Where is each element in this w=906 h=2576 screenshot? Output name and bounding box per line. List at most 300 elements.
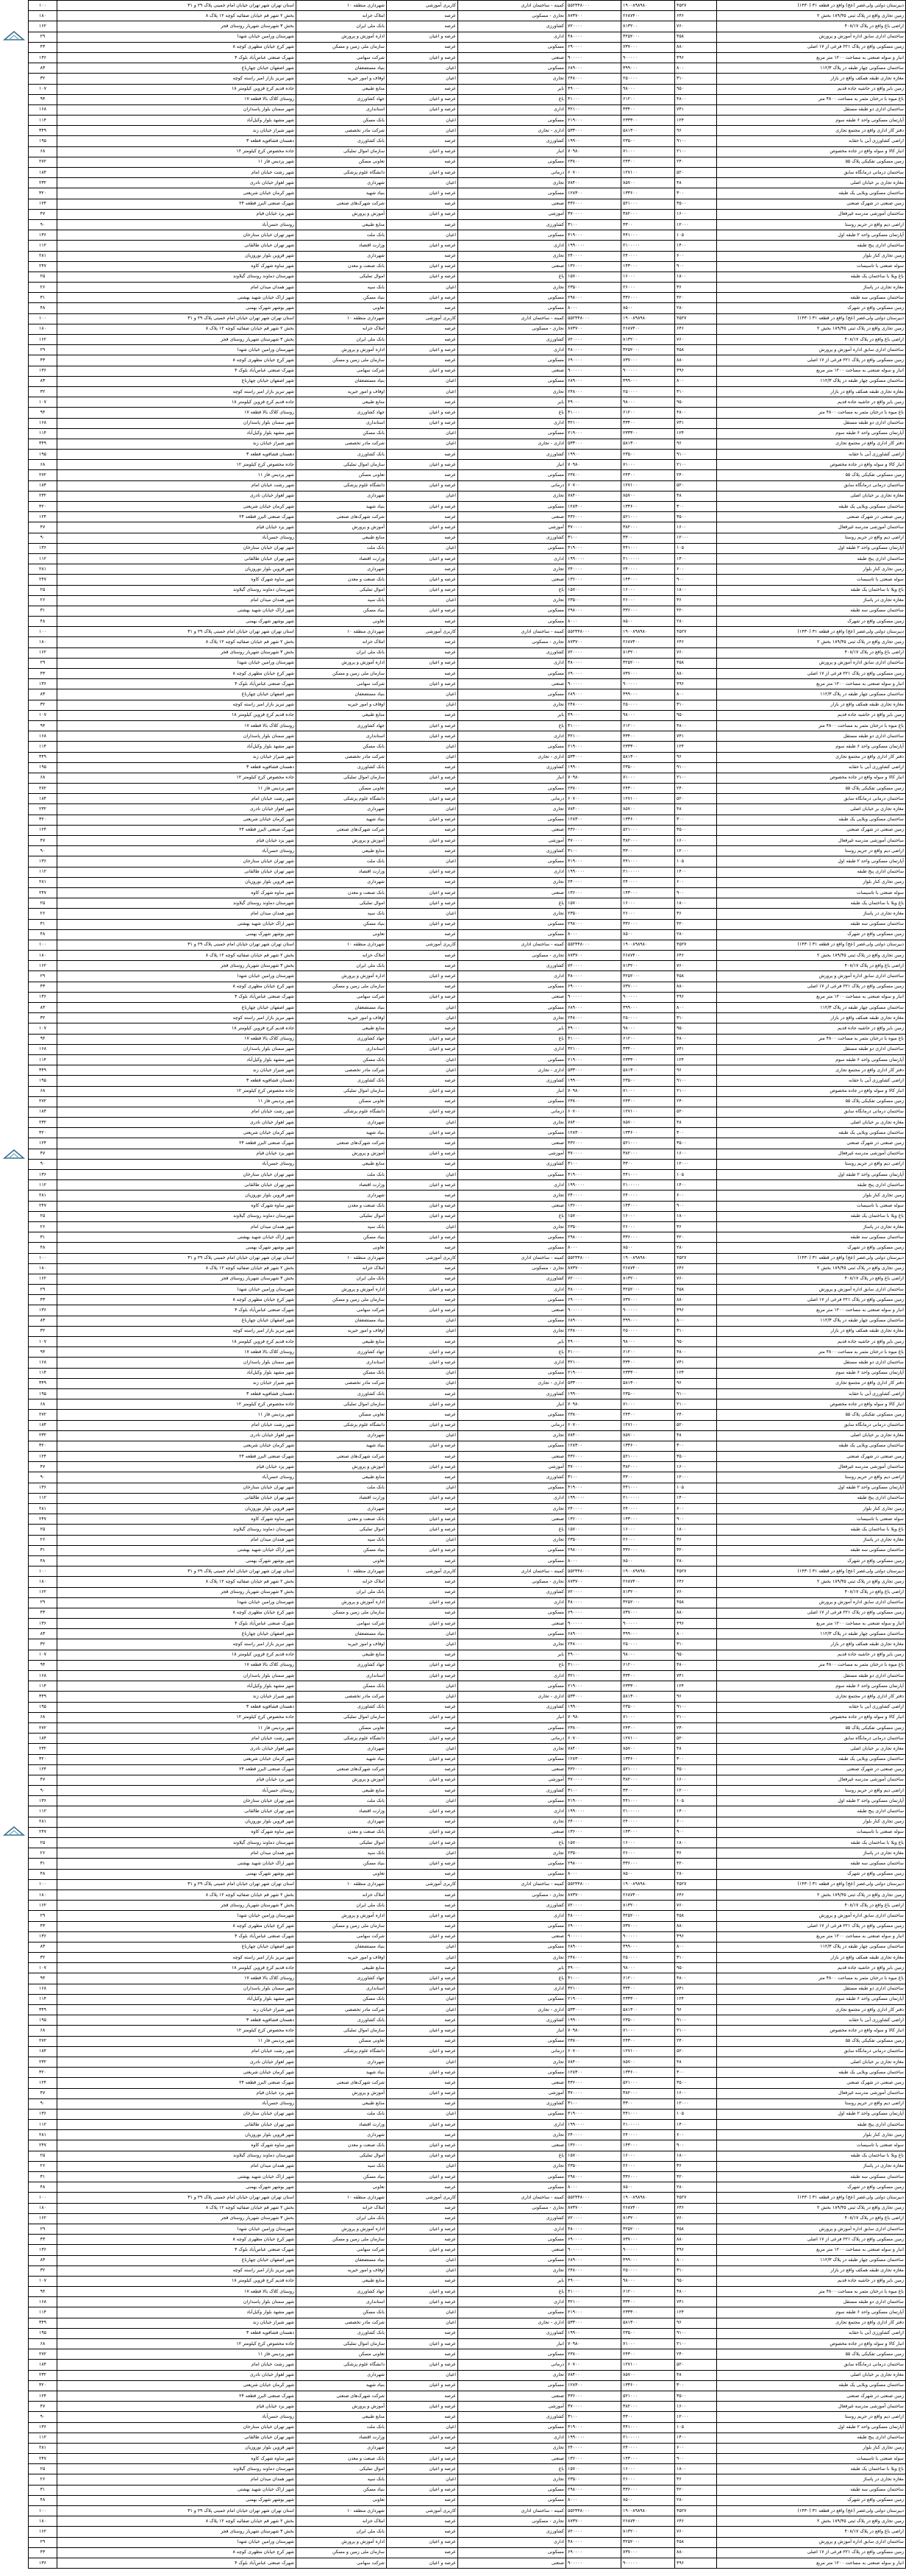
row-value: ۵۲۱۰۰۰ [621, 2078, 675, 2088]
row-title: زمین مسکونی واقع در پلاک ۲۲۱ فرعی از ۱۷ اصلی [717, 355, 906, 366]
row-base-value: ۶۸۹۰۰۰ [566, 1629, 621, 1639]
row-area: ۷۴۱ [675, 418, 717, 428]
row-usage: تجاری [458, 1535, 566, 1545]
row-address: شهر بوشهر شهرک بهمنی [57, 2495, 296, 2505]
row-value: ۳۳۶۰۰۰ [621, 2172, 675, 2182]
table-row [29, 595, 906, 606]
row-base-value: ۷۸۴۰۰ [566, 491, 621, 501]
row-title: ساختمان آموزشی مدرسه غیرفعال [717, 209, 906, 219]
table-row [29, 2412, 906, 2422]
row-owner: بنیاد شهید [296, 502, 387, 512]
row-owner: شرکت سهامی [296, 992, 387, 1002]
row-title: زمین مسکونی تفکیکی پلاک ۵۵ [717, 2036, 906, 2046]
row-title: انبار کالا و سوله واقع در جاده مخصوص [717, 2026, 906, 2036]
row-address: شهر قزوین بلوار نوروزیان [57, 877, 296, 887]
row-area: ۱۰۵ [675, 1170, 717, 1180]
row-value: ۱۳۳۶۰۰ [621, 502, 675, 512]
row-usage: مسکونی [458, 1681, 566, 1692]
row-usage: صنعتی [458, 1764, 566, 1775]
row-code: ۱۰۷ [29, 1023, 57, 1034]
row-usage: آموزشی [458, 2402, 566, 2412]
table-row [29, 94, 906, 104]
row-type: اعیان [387, 1848, 458, 1859]
row-title: دفتر کار اداری واقع در مجتمع تجاری [717, 2318, 906, 2328]
row-owner: تعاونی مسکن [296, 2349, 387, 2360]
row-base-value: ۶۰۷۰۰ [566, 2046, 621, 2057]
row-usage: انبار [458, 2026, 566, 2036]
row-type: عرصه و اعیان [387, 2297, 458, 2307]
row-code: ۱۳۶ [29, 2422, 57, 2433]
row-title: زمین مسکونی تفکیکی پلاک ۵۵ [717, 1722, 906, 1733]
row-base-value: ۳۷۰۰۰۰ [566, 209, 621, 219]
row-area: ۱۶۰۰ [675, 2402, 717, 2412]
row-address: شهر کرمان خیابان شریعتی [57, 1754, 296, 1764]
row-value: ۲۴۰۰۰۰ [621, 1504, 675, 1514]
row-owner: دانشگاه علوم پزشکی [296, 2046, 387, 2057]
row-value: ۳۸۲۰۰۰ [621, 522, 675, 533]
row-area: ۴۵۸ [675, 32, 717, 42]
row-type: عرصه [387, 470, 458, 480]
row-value: ۱۲۷۱۰۰ [621, 1107, 675, 1117]
row-area: ۱۲۰۰۰ [675, 2412, 717, 2422]
row-code: ۱۰۷ [29, 397, 57, 408]
row-title: زمین تجاری کنار بلوار [717, 1817, 906, 1827]
row-base-value: ۴۹۰۰۰ [566, 2276, 621, 2286]
row-usage: تجاری [458, 251, 566, 261]
row-value: ۸۵۷۰۰ [621, 1430, 675, 1441]
row-type: عرصه و اعیان [387, 2140, 458, 2151]
row-usage: باغ [458, 2151, 566, 2161]
row-type: عرصه و اعیان [387, 720, 458, 731]
row-title: اراضی باغ واقع در پلاک ۴۰۸/۱۷ [717, 1274, 906, 1284]
table-row [29, 2235, 906, 2245]
row-address: شهر اهواز خیابان نادری [57, 804, 296, 815]
row-base-value: ۱۹۹۰۰۰۰ [566, 1493, 621, 1503]
row-base-value: ۱۲۸۳۰۰ [566, 2068, 621, 2078]
row-owner: بانک ملی ایران [296, 2527, 387, 2537]
row-title: زمین مسکونی تفکیکی پلاک ۵۵ [717, 784, 906, 794]
row-usage: صنعتی [458, 1514, 566, 1525]
row-owner: شرکت شهرک‌های صنعتی [296, 512, 387, 522]
table-row [29, 2422, 906, 2433]
row-base-value: ۲۱۹۰۰۰ [566, 428, 621, 439]
row-area: ۱۲۴ [675, 116, 717, 126]
row-value: ۱۳۳۶۰۰ [621, 1441, 675, 1451]
row-address: شهر یزد خیابان قیام [57, 1149, 296, 1159]
row-area: ۲۸۰ [675, 2495, 717, 2505]
row-title: اراضی کشاورزی آبی با حقابه [717, 450, 906, 460]
row-base-value: ۴۹۰۰۰ [566, 84, 621, 94]
row-value: ۵۲۱۰۰۰ [621, 825, 675, 835]
row-area: ۴۵۸ [675, 1285, 717, 1295]
row-title: ساختمان مسکونی ویلایی یک طبقه [717, 2380, 906, 2391]
row-owner: شرکت شهرک‌های صنعتی [296, 825, 387, 835]
row-usage: مسکونی [458, 2349, 566, 2360]
row-value: ۷۱۰۰۰ [621, 460, 675, 470]
row-type: اعیان [387, 2318, 458, 2328]
row-address: شهر بوشهر شهرک بهمنی [57, 1869, 296, 1879]
row-base-value: ۲۳۵۰۰ [566, 283, 621, 293]
row-base-value: ۲۹۸۰۰۰ [566, 1545, 621, 1555]
table-row [29, 1555, 906, 1566]
row-base-value: ۴۱۰۰۰ [566, 1347, 621, 1358]
row-address: شهر مشهد بلوار وکیل‌آباد [57, 1681, 296, 1692]
row-code: ۹۴ [29, 1973, 57, 1984]
row-usage: باغ [458, 2464, 566, 2474]
row-type: عرصه و اعیان [387, 1660, 458, 1670]
row-title: ساختمان مسکونی سه طبقه [717, 293, 906, 303]
row-type: اعیان [387, 1368, 458, 1378]
row-value: ۹۸۰۰۰ [621, 1963, 675, 1973]
row-owner: شهرداری [296, 2130, 387, 2140]
row-title: ساختمان آموزشی مدرسه غیرفعال [717, 1775, 906, 1785]
row-type: عرصه و اعیان [387, 2068, 458, 2078]
row-code: ۱۹۵ [29, 1388, 57, 1399]
row-usage: صنعتی [458, 1619, 566, 1629]
row-usage: کمیته - ساختمان اداری [458, 940, 566, 950]
row-code: ۱۲۴ [29, 512, 57, 522]
row-owner: شهرداری [296, 2370, 387, 2380]
row-owner: وزارت اقتصاد [296, 241, 387, 251]
row-value: ۶۱۲۰۰ [621, 1347, 675, 1358]
row-title: اراضی دیم واقع در حریم روستا [717, 219, 906, 230]
row-owner: آموزش و پرورش [296, 522, 387, 533]
row-address: شهر همدان میدان امام [57, 595, 296, 606]
table-row [29, 1420, 906, 1430]
row-usage: مسکونی [458, 63, 566, 74]
row-base-value: ۳۲۱۰۰ [566, 418, 621, 428]
row-code: ۱۶۸ [29, 418, 57, 428]
row-area: ۳۰۰ [675, 502, 717, 512]
row-type: عرصه و اعیان [387, 2464, 458, 2474]
row-base-value: ۵۵۲۴۴۸۰۰۰ [566, 2506, 621, 2516]
row-base-value: ۱۹۹۰۰ [566, 2015, 621, 2026]
row-address: دهستان فشافویه قطعه ۳ [57, 450, 296, 460]
row-type: عرصه [387, 1138, 458, 1149]
row-code: ۲۳۲ [29, 1118, 57, 1128]
row-value: ۷۳۷۰۰۰ [621, 982, 675, 992]
row-type: عرصه [387, 762, 458, 773]
row-type: عرصه و اعیان [387, 1044, 458, 1054]
row-code: ۹۰ [29, 2098, 57, 2109]
row-owner: منابع طبیعی [296, 219, 387, 230]
row-code: ۲۹ [29, 345, 57, 355]
row-usage: تجاری [458, 1013, 566, 1023]
row-value: ۲۶۸۷۴۰۰ [621, 1263, 675, 1274]
row-area: ۷۶۰ [675, 1587, 717, 1597]
row-owner: شهرداری منطقه ۱۰ [296, 1253, 387, 1263]
row-type: عرصه و اعیان [387, 1107, 458, 1117]
row-base-value: ۶۸۹۰۰۰ [566, 1003, 621, 1013]
row-owner: بانک سپه [296, 2161, 387, 2171]
table-row [29, 669, 906, 679]
row-usage: انبار [458, 2339, 566, 2349]
row-base-value: ۴۱۰۰۰ [566, 1973, 621, 1984]
row-value: ۱۶۰۰۰ [621, 2151, 675, 2161]
row-value: ۹۸۰۰۰ [621, 1023, 675, 1034]
row-usage: اداری [458, 1911, 566, 1921]
row-code: ۳۲ [29, 1013, 57, 1023]
row-type: عرصه و اعیان [387, 679, 458, 689]
table-row [29, 1013, 906, 1023]
row-owner: بانک کشاورزی [296, 762, 387, 773]
row-area: ۶۴۶ [675, 324, 717, 334]
row-title: انبار و سوله صنعتی به مساحت ۱۲۰۰ متر مربع [717, 2245, 906, 2255]
row-base-value: ۲۹۸۰۰۰ [566, 919, 621, 929]
table-row [29, 2193, 906, 2203]
row-code: ۳۱ [29, 2172, 57, 2182]
table-row [29, 658, 906, 668]
row-type: عرصه و اعیان [387, 2360, 458, 2370]
row-code: ۱۲۴ [29, 2078, 57, 2088]
row-owner: شهرداری [296, 178, 387, 188]
table-row [29, 2506, 906, 2516]
row-usage: مسکونی [458, 1796, 566, 1806]
row-title: زمین تجاری واقع در پلاک ثبتی ۱۸۹/۴۵ بخش ۲ [717, 951, 906, 961]
row-code: ۴۸ [29, 303, 57, 313]
row-code: ۹۰ [29, 533, 57, 543]
row-base-value: ۴۸۰۰۰۰ [566, 1597, 621, 1608]
row-usage: تجاری [458, 2130, 566, 2140]
row-value: ۲۶۰۰۰ [621, 909, 675, 919]
row-title: باغ ویلا با ساختمان یک طبقه [717, 898, 906, 909]
row-address: شهر بوشهر شهرک بهمنی [57, 1555, 296, 1566]
row-address: شهرک صنعتی البرز قطعه ۲۴ [57, 2391, 296, 2401]
row-owner: جهاد کشاورزی [296, 1660, 387, 1670]
row-type: عرصه و اعیان [387, 2172, 458, 2182]
row-title: ساختمان آموزشی مدرسه غیرفعال [717, 1149, 906, 1159]
row-code: ۳۴۹ [29, 2005, 57, 2015]
row-type: اعیان [387, 1744, 458, 1754]
row-type: عرصه [387, 1096, 458, 1107]
row-title: آپارتمان مسکونی واحد ۶ طبقه سوم [717, 1054, 906, 1065]
row-value: ۲۳۵۰۰ [621, 1076, 675, 1086]
row-usage: مسکونی [458, 919, 566, 929]
table-row [29, 2464, 906, 2474]
row-value: ۳۹۹۰۰۰ [621, 63, 675, 74]
row-value: ۲۴۳۰۰ [621, 2036, 675, 2046]
row-owner: بنیاد مسکن [296, 1545, 387, 1555]
row-address: شهر سمنان بلوار پاسداران [57, 2297, 296, 2307]
row-usage: درمانی [458, 480, 566, 491]
row-title: آپارتمان مسکونی واحد ۲ طبقه اول [717, 856, 906, 867]
row-usage: اداری [458, 1358, 566, 1368]
row-value: ۵۲۱۰۰۰ [621, 2391, 675, 2401]
row-usage: اداری [458, 867, 566, 877]
row-type: اعیان [387, 689, 458, 700]
row-base-value: ۲۴۰۰۰۰ [566, 877, 621, 887]
row-owner: شهرداری منطقه ۱۰ [296, 1566, 387, 1577]
table-row [29, 283, 906, 293]
row-base-value: ۲۱۹۰۰۰ [566, 1994, 621, 2004]
row-value: ۸۵۷۰۰ [621, 1744, 675, 1754]
row-value: ۷۱۰۰۰ [621, 1399, 675, 1410]
row-title: ساختمان مسکونی سه طبقه [717, 2172, 906, 2182]
row-value: ۲۶۰۰۰ [621, 595, 675, 606]
row-owner: اموال تملیکی [296, 585, 387, 595]
table-row [29, 209, 906, 219]
row-base-value: ۴۹۰۰۰ [566, 397, 621, 408]
row-base-value: ۶۹۰۰۰۰ [566, 1608, 621, 1618]
row-area: ۱۴۰۰ [675, 553, 717, 564]
row-code: ۲۴۷ [29, 261, 57, 272]
row-owner: منابع طبیعی [296, 1786, 387, 1796]
row-title: زمین بایر واقع در حاشیه جاده قدیم [717, 710, 906, 720]
row-address: شهرستان دماوند روستای گیلاوند [57, 2464, 296, 2474]
row-area: ۳۶ [675, 595, 717, 606]
table-row [29, 2015, 906, 2026]
row-base-value: ۱۳۶۰۰۰ [566, 1514, 621, 1525]
table-row [29, 2287, 906, 2297]
row-usage: تجاری [458, 700, 566, 710]
table-row [29, 1639, 906, 1650]
table-row [29, 2433, 906, 2443]
row-value: ۲۴۰۰۰۰ [621, 564, 675, 575]
row-type: عرصه و اعیان [387, 94, 458, 104]
row-base-value: ۶۰۷۰۰ [566, 1420, 621, 1430]
row-base-value: ۴۱۹۰۰۰ [566, 1796, 621, 1806]
row-code: ۲۳۲ [29, 178, 57, 188]
row-value: ۲۴۰۰۰۰ [621, 1191, 675, 1201]
row-base-value: ۵۵۲۴۴۸۰۰۰ [566, 2193, 621, 2203]
table-row [29, 543, 906, 553]
row-owner: منابع طبیعی [296, 2412, 387, 2422]
row-area: ۷۴۱ [675, 1044, 717, 1054]
row-area: ۷۴۱ [675, 1671, 717, 1681]
row-base-value: ۸۷۳۷۰۰ [566, 637, 621, 647]
row-usage: تجاری - مسکونی [458, 11, 566, 21]
table-row [29, 1973, 906, 1984]
row-usage: صنعتی [458, 2391, 566, 2401]
table-row [29, 1827, 906, 1837]
table-row [29, 116, 906, 126]
row-area: ۱۶۰۰ [675, 1462, 717, 1472]
row-usage: کشاورزی [458, 1901, 566, 1911]
row-type: عرصه [387, 2391, 458, 2401]
row-usage: آموزشی [458, 2088, 566, 2098]
row-type: عرصه [387, 2203, 458, 2213]
row-code: ۲۵ [29, 2151, 57, 2161]
row-area: ۱۲۰۰۰ [675, 533, 717, 543]
row-type: اعیان [387, 1535, 458, 1545]
table-row [29, 2370, 906, 2380]
row-type: عرصه و اعیان [387, 1441, 458, 1451]
row-area: ۷۶۰ [675, 335, 717, 345]
row-owner: بنیاد مسکن [296, 1232, 387, 1243]
row-address: استان تهران شهر تهران خیابان امام خمینی پلاک ۲۹ و ۳۱ [57, 1879, 296, 1890]
row-owner: شرکت مادر تخصصی [296, 752, 387, 762]
row-code: ۱۶۸ [29, 104, 57, 115]
row-title: ساختمان اداری دو طبقه مستقل [717, 731, 906, 742]
row-owner: اموال تملیکی [296, 1211, 387, 1221]
row-usage: مسکونی [458, 1441, 566, 1451]
row-area: ۴۲۰ [675, 2485, 717, 2495]
row-address: شهر قزوین بلوار نوروزیان [57, 251, 296, 261]
row-owner: منابع طبیعی [296, 397, 387, 408]
row-address: روستای کلاک بالا قطعه ۱۷ [57, 94, 296, 104]
row-owner: بنیاد شهید [296, 815, 387, 825]
row-title: ساختمان درمانی درمانگاه سابق [717, 1734, 906, 1744]
row-title: زمین صنعتی در شهرک صنعتی [717, 1452, 906, 1462]
row-value: ۲۶۸۷۴۰۰ [621, 951, 675, 961]
row-base-value: ۷۲۰۰۰۰ [566, 335, 621, 345]
row-area: ۴۸ [675, 2370, 717, 2380]
row-title: ساختمان درمانی درمانگاه سابق [717, 2046, 906, 2057]
row-owner: تعاونی [296, 617, 387, 627]
row-title: ساختمان اداری دو طبقه مستقل [717, 418, 906, 428]
row-title: دبیرستان دولتی ولی‌عصر (عج) واقع در قطعه ۳۱ (۱۴۳۰) [717, 1879, 906, 1890]
row-type: عرصه و اعیان [387, 2339, 458, 2349]
row-area: ۴۸ [675, 491, 717, 501]
row-usage: کشاورزی [458, 450, 566, 460]
row-code: ۲۷۲ [29, 2036, 57, 2046]
row-address: استان تهران شهر تهران خیابان امام خمینی پلاک ۲۹ و ۳۱ [57, 313, 296, 324]
row-code: ۲۹ [29, 658, 57, 668]
row-value: ۳۳۶۰۰۰ [621, 919, 675, 929]
row-code: ۹۰ [29, 2412, 57, 2422]
row-owner: بنیاد مسکن [296, 293, 387, 303]
row-usage: مسکونی [458, 2182, 566, 2193]
row-address: شهر رشت خیابان امام [57, 1107, 296, 1117]
row-value: ۸۵۷۰۰ [621, 804, 675, 815]
row-title: زمین تجاری واقع در پلاک ثبتی ۱۸۹/۴۵ بخش ۲ [717, 2203, 906, 2213]
row-type: عرصه [387, 1786, 458, 1796]
row-type: عرصه [387, 1388, 458, 1399]
row-address: شهر قزوین بلوار نوروزیان [57, 2443, 296, 2453]
row-type: عرصه [387, 669, 458, 679]
row-area: ۶۰۰ [675, 2443, 717, 2453]
row-title: ساختمان مسکونی چهار طبقه در پلاک ۱۱۲/۳ [717, 1003, 906, 1013]
row-area: ۹۱۰۰ [675, 136, 717, 146]
row-type: عرصه [387, 2182, 458, 2193]
row-base-value: ۲۴۰۰۰۰ [566, 1504, 621, 1514]
row-area: ۱۶۰۰ [675, 209, 717, 219]
row-area: ۴۹۶ [675, 1619, 717, 1629]
row-value: ۲۴۰۰۰۰ [621, 2130, 675, 2140]
row-title: انبار و سوله صنعتی به مساحت ۱۲۰۰ متر مربع [717, 1619, 906, 1629]
row-base-value: ۳۷۰۰۰۰ [566, 1149, 621, 1159]
row-base-value: ۱۲۸۳۰۰ [566, 2380, 621, 2391]
row-address: جاده مخصوص کرج کیلومتر ۱۲ [57, 2026, 296, 2036]
table-row [29, 2130, 906, 2140]
row-address: شهرک صنعتی عباس‌آباد بلوک ۴ [57, 1931, 296, 1942]
row-address: جاده مخصوص کرج کیلومتر ۱۲ [57, 460, 296, 470]
row-type: عرصه [387, 512, 458, 522]
row-usage: مسکونی [458, 2172, 566, 2182]
row-usage: مسکونی [458, 2307, 566, 2318]
row-title: سوله صنعتی با تاسیسات [717, 2454, 906, 2464]
row-type: عرصه و اعیان [387, 52, 458, 63]
row-owner: جهاد کشاورزی [296, 1973, 387, 1984]
row-usage: صنعتی [458, 1138, 566, 1149]
row-title: آپارتمان مسکونی واحد ۲ طبقه اول [717, 1483, 906, 1493]
row-title: سوله صنعتی با تاسیسات [717, 1514, 906, 1525]
row-area: ۸۰۰ [675, 1316, 717, 1326]
row-base-value: ۵۳۳۰۰۰ [566, 1065, 621, 1076]
row-type: عرصه و اعیان [387, 731, 458, 742]
row-base-value: ۴۱۹۰۰۰ [566, 2422, 621, 2433]
row-area: ۱۰۵ [675, 230, 717, 241]
row-address: روستای کلاک بالا قطعه ۱۷ [57, 2287, 296, 2297]
row-title: باغ میوه با درختان مثمر به مساحت ۴۸۰۰ متر [717, 720, 906, 731]
row-area: ۵۲۰ [675, 1734, 717, 1744]
row-value: ۲۶۰۰۰ [621, 2161, 675, 2171]
row-code: ۱۱۴ [29, 742, 57, 752]
row-code: ۹۴ [29, 1347, 57, 1358]
row-title: دفتر کار اداری واقع در مجتمع تجاری [717, 439, 906, 449]
row-address: شهر ساوه شهرک کاوه [57, 261, 296, 272]
row-type: عرصه و اعیان [387, 1671, 458, 1681]
